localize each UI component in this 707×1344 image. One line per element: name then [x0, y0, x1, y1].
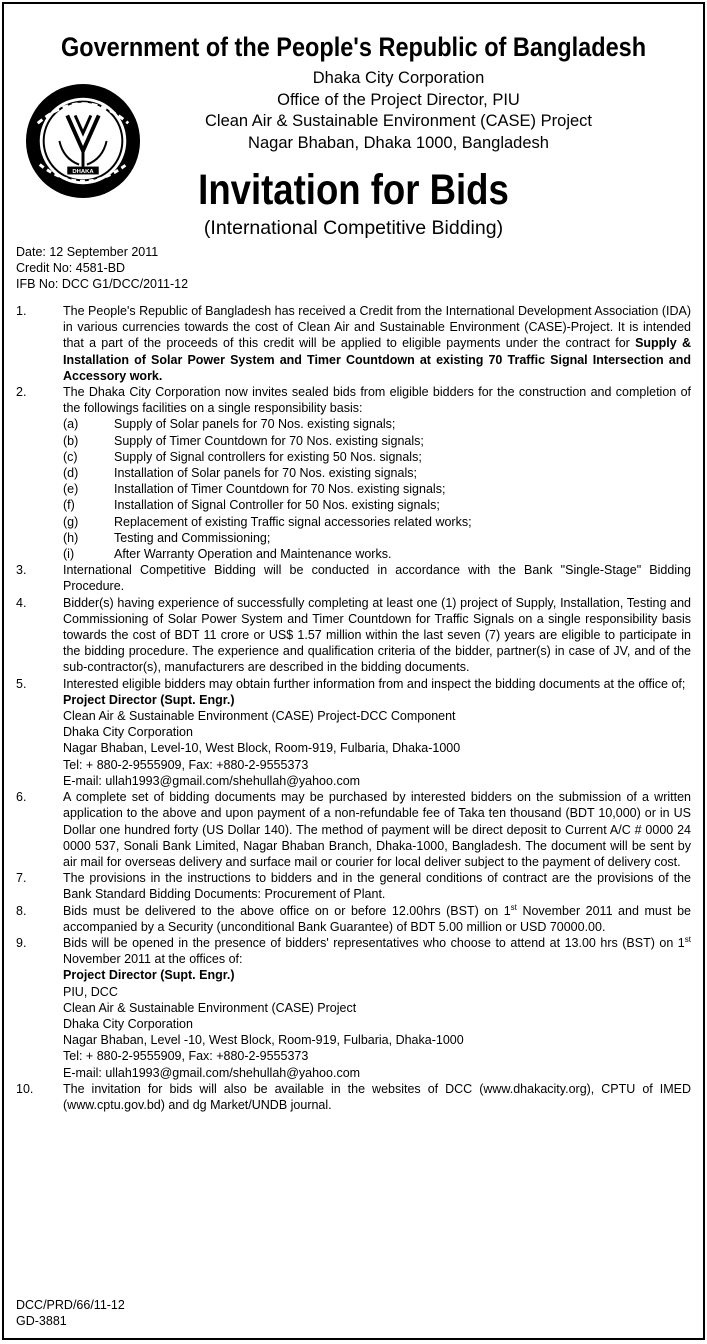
sub-item: (f) Installation of Signal Controller for 50 Nos. existing signals;	[63, 498, 440, 513]
clause-number: 7.	[16, 871, 27, 886]
sub-item: (g) Replacement of existing Traffic signal accessories related works;	[63, 514, 472, 529]
reference-code: DCC/PRD/66/11-12	[16, 1298, 125, 1312]
sub-item: (b) Supply of Timer Countdown for 70 Nos. existing signals;	[63, 433, 424, 448]
clause-list	[16, 303, 691, 1113]
sub-item: (d) Installation of Solar panels for 70 Nos. existing signals;	[63, 466, 417, 481]
clause-text: The Dhaka City Corporation now invites sealed bids from eligible bidders for the construction and completion of the followings facilities on a single responsibility basis:	[63, 385, 691, 416]
address-line: Tel: + 880-2-9555909, Fax: +880-2-9555373	[63, 757, 309, 772]
address-title: Project Director (Supt. Engr.)	[63, 692, 235, 707]
clause-number: 6.	[16, 790, 27, 805]
address-line: Clean Air & Sustainable Environment (CASE) Project	[63, 1000, 357, 1015]
clause-number: 9.	[16, 935, 27, 950]
clause-1	[16, 303, 691, 384]
clause-text: Interested eligible bidders may obtain further information from and inspect the bidding documents at the office of;	[63, 676, 686, 691]
clause-number: 3.	[16, 563, 27, 578]
clause-4	[16, 595, 691, 676]
ordinal-suffix: st	[510, 902, 517, 912]
clause-number: 1.	[16, 304, 27, 318]
clause-text: November 2011 and must be accompanied by a Security (unconditional Bank Guarantee) of BDT 5.00 million or USD 70000.00.	[63, 903, 691, 934]
clause-text: The invitation for bids will also be available in the websites of DCC (www.dhakacity.org), CPTU of IMED (www.cptu.gov.bd) and dg Market/UNDB journal.	[63, 1081, 691, 1112]
contract-name: Supply & Installation of Solar Power System and Timer Countdown at existing 70 Traffic Signal Intersection and Accessory work.	[63, 336, 691, 383]
clause-8	[16, 903, 691, 935]
seal-text: DHAKA	[72, 168, 94, 175]
address-line: Dhaka City Corporation	[63, 725, 193, 740]
clause-number: 4.	[16, 595, 27, 610]
clause-7	[16, 870, 691, 902]
sub-item: (e) Installation of Timer Countdown for 70 Nos. existing signals;	[63, 482, 446, 497]
sub-item: (a) Supply of Solar panels for 70 Nos. existing signals;	[63, 417, 396, 432]
clause-text: Bidder(s) having experience of successfully completing at least one (1) project of Supply, Installation, Testing and Commissioning of Solar Power System and Timer Countdown for Traffic Signals on a single responsibility basis towards the cost of BDT 11 crore or US$ 1.57 million within the last seven (7) years are eligible to participate in the bidding procedure. The experience and qualification criteria of the bidder, partner(s) in case of JV, and of the sub-contractor(s), manufacturers are described in the bidding documents.	[63, 595, 691, 675]
sub-item: (i) After Warranty Operation and Maintenance works.	[63, 547, 392, 562]
clause-number: 5.	[16, 676, 27, 691]
clause-9	[16, 935, 691, 1081]
reference-code: GD-3881	[16, 1314, 67, 1329]
address-line: Dhaka City Corporation	[63, 1016, 193, 1031]
address-line: Nagar Bhaban, Level-10, West Block, Room-919, Fulbaria, Dhaka-1000	[63, 741, 461, 756]
ordinal-suffix: st	[684, 934, 691, 944]
clause-10	[16, 1081, 691, 1113]
headline: Invitation for Bids	[198, 166, 509, 214]
sub-item: (h) Testing and Commissioning;	[63, 530, 271, 545]
clause-number: 2.	[16, 385, 27, 400]
clause-3	[16, 562, 691, 594]
address-line: Tel: + 880-2-9555909, Fax: +880-2-9555373	[63, 1049, 309, 1064]
clause-text: Bids must be delivered to the above office on or before 12.00hrs (BST) on 1	[63, 903, 511, 918]
clause-2	[16, 384, 691, 562]
clause-5	[16, 676, 691, 789]
clause-text: November 2011 at the offices of:	[63, 952, 243, 967]
address-line: Clean Air & Sustainable Environment (CASE) Project-DCC Component	[63, 709, 456, 724]
org-line: Clean Air & Sustainable Environment (CASE) Project	[204, 112, 592, 130]
ifb-document	[2, 2, 705, 1340]
header	[4, 68, 703, 239]
clause-text: A complete set of bidding documents may be purchased by interested bidders on the submission of a written application to the above and upon payment of a non-refundable fee of Taka ten thousand (BDT 10,000) or in US Dollar one hundred forty (US Dollar 140). The method of payment will be direct deposit to Current A/C # 0000 24 0000 537, Sonali Bank Limited, Nagar Bhaban Branch, Dhaka-1000, Bangladesh. The document will be sent by air mail for overseas delivery and surface mail or courier for local deliver subject to the payment of delivery cost.	[63, 790, 691, 869]
footer	[16, 1297, 125, 1329]
clause-text: International Competitive Bidding will be conducted in accordance with the Bank "Single-Stage" Bidding Procedure.	[63, 563, 691, 594]
page-title: Government of the People's Republic of Bangladesh	[60, 32, 647, 62]
clause-6	[16, 789, 691, 870]
address-line: E-mail: ullah1993@gmail.com/shehullah@yahoo.com	[63, 1065, 361, 1080]
clause-text: The provisions in the instructions to bidders and in the general conditions of contract are the provisions of the Bank Standard Bidding Documents: Procurement of Plant.	[63, 871, 691, 902]
clause-text: The People's Republic of Bangladesh has received a Credit from the International Development Association (IDA) in various currencies towards the cost of Clean Air and Sustainable Environment (CASE)-Project. It is intended that a part of the proceeds of this credit will be applied to eligible payments under the contract for	[63, 304, 691, 351]
org-line: Dhaka City Corporation	[312, 69, 485, 87]
address-line: PIU, DCC	[63, 984, 118, 999]
org-line: Nagar Bhaban, Dhaka 1000, Bangladesh	[248, 133, 549, 152]
ifb-line: IFB No: DCC G1/DCC/2011-12	[16, 277, 189, 292]
address-line: E-mail: ullah1993@gmail.com/shehullah@yahoo.com	[63, 773, 361, 788]
clause-text: Bids will be opened in the presence of bidders' representatives who choose to attend at 13.00 hrs (BST) on 1	[63, 935, 685, 950]
subheadline: (International Competitive Bidding)	[203, 217, 504, 239]
clause-number: 10.	[16, 1081, 34, 1096]
org-line: Office of the Project Director, PIU	[277, 90, 520, 109]
meta-block	[16, 244, 188, 293]
sub-item: (c) Supply of Signal controllers for existing 50 Nos. signals;	[63, 449, 422, 464]
address-title: Project Director (Supt. Engr.)	[63, 968, 235, 983]
clause-number: 8.	[16, 903, 27, 918]
credit-line: Credit No: 4581-BD	[16, 261, 126, 276]
date-line: Date: 12 September 2011	[16, 245, 159, 259]
organization-block	[154, 68, 643, 154]
address-line: Nagar Bhaban, Level -10, West Block, Room-919, Fulbaria, Dhaka-1000	[63, 1033, 464, 1048]
